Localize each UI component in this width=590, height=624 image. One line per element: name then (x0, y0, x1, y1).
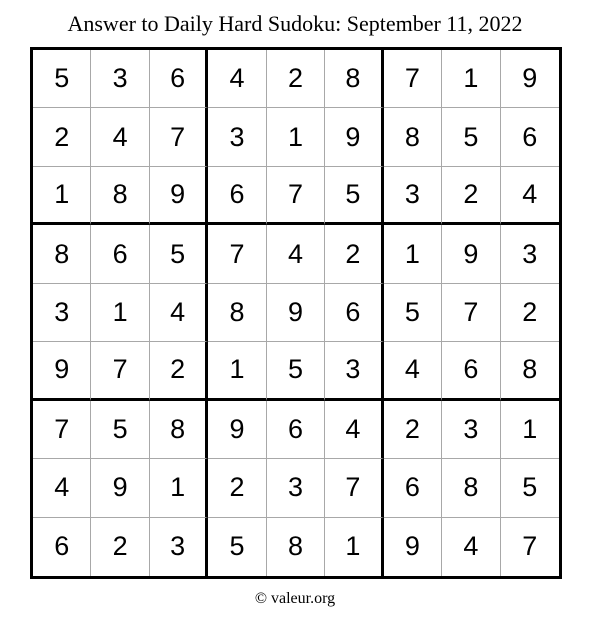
sudoku-cell: 1 (150, 459, 208, 517)
sudoku-cell: 1 (501, 401, 559, 459)
sudoku-cell: 9 (208, 401, 266, 459)
sudoku-cell: 8 (91, 167, 149, 225)
sudoku-cell: 2 (501, 284, 559, 342)
sudoku-cell: 2 (208, 459, 266, 517)
sudoku-cell: 6 (501, 108, 559, 166)
sudoku-cell: 7 (267, 167, 325, 225)
sudoku-cell: 2 (150, 342, 208, 400)
sudoku-cell: 7 (150, 108, 208, 166)
sudoku-cell: 1 (208, 342, 266, 400)
sudoku-cell: 2 (384, 401, 442, 459)
sudoku-cell: 2 (33, 108, 91, 166)
sudoku-cell: 3 (150, 518, 208, 576)
sudoku-cell: 6 (442, 342, 500, 400)
sudoku-cell: 4 (501, 167, 559, 225)
sudoku-cell: 6 (325, 284, 383, 342)
sudoku-cell: 3 (91, 50, 149, 108)
sudoku-cell: 8 (267, 518, 325, 576)
sudoku-cell: 3 (325, 342, 383, 400)
sudoku-cell: 5 (267, 342, 325, 400)
sudoku-cell: 8 (442, 459, 500, 517)
sudoku-cell: 3 (267, 459, 325, 517)
sudoku-board (30, 47, 562, 579)
sudoku-cell: 7 (384, 50, 442, 108)
sudoku-cell: 1 (267, 108, 325, 166)
page-title: Answer to Daily Hard Sudoku: September 11, 2022 (67, 11, 523, 36)
sudoku-cell: 7 (442, 284, 500, 342)
sudoku-cell: 5 (208, 518, 266, 576)
sudoku-cell: 9 (33, 342, 91, 400)
sudoku-cell: 4 (384, 342, 442, 400)
sudoku-cell: 5 (501, 459, 559, 517)
sudoku-cell: 8 (501, 342, 559, 400)
sudoku-cell: 8 (33, 225, 91, 283)
sudoku-cell: 3 (384, 167, 442, 225)
sudoku-cell: 5 (150, 225, 208, 283)
sudoku-cell: 7 (208, 225, 266, 283)
sudoku-cell: 2 (325, 225, 383, 283)
sudoku-cell: 6 (208, 167, 266, 225)
sudoku-cell: 9 (384, 518, 442, 576)
sudoku-cell: 8 (150, 401, 208, 459)
sudoku-cell: 9 (442, 225, 500, 283)
sudoku-cell: 9 (325, 108, 383, 166)
sudoku-cell: 1 (325, 518, 383, 576)
sudoku-cell: 8 (325, 50, 383, 108)
sudoku-cell: 2 (267, 50, 325, 108)
sudoku-cell: 1 (384, 225, 442, 283)
sudoku-cell: 7 (33, 401, 91, 459)
sudoku-cell: 6 (91, 225, 149, 283)
sudoku-cell: 8 (208, 284, 266, 342)
sudoku-cell: 9 (501, 50, 559, 108)
sudoku-cell: 3 (442, 401, 500, 459)
sudoku-cell: 4 (150, 284, 208, 342)
sudoku-cell: 1 (91, 284, 149, 342)
sudoku-cell: 6 (150, 50, 208, 108)
sudoku-cell: 5 (91, 401, 149, 459)
sudoku-cell: 2 (442, 167, 500, 225)
sudoku-cell: 1 (442, 50, 500, 108)
sudoku-cell: 4 (442, 518, 500, 576)
sudoku-cell: 7 (91, 342, 149, 400)
sudoku-cell: 6 (267, 401, 325, 459)
sudoku-cell: 4 (208, 50, 266, 108)
sudoku-cell: 5 (33, 50, 91, 108)
sudoku-cell: 5 (384, 284, 442, 342)
sudoku-cell: 9 (150, 167, 208, 225)
sudoku-cell: 7 (325, 459, 383, 517)
sudoku-cell: 8 (384, 108, 442, 166)
sudoku-cell: 4 (33, 459, 91, 517)
sudoku-cell: 4 (325, 401, 383, 459)
sudoku-cell: 3 (33, 284, 91, 342)
sudoku-cell: 6 (384, 459, 442, 517)
sudoku-cell: 7 (522, 531, 538, 562)
sudoku-cell: 4 (267, 225, 325, 283)
sudoku-cell: 3 (501, 225, 559, 283)
sudoku-cell: 6 (33, 518, 91, 576)
sudoku-cell: 9 (267, 284, 325, 342)
copyright-footer: © valeur.org (254, 590, 336, 607)
sudoku-cell: 2 (91, 518, 149, 576)
sudoku-cell: 5 (442, 108, 500, 166)
sudoku-cell: 4 (91, 108, 149, 166)
sudoku-cell: 9 (91, 459, 149, 517)
sudoku-cell: 3 (208, 108, 266, 166)
sudoku-cell: 1 (33, 167, 91, 225)
sudoku-cell: 5 (325, 167, 383, 225)
